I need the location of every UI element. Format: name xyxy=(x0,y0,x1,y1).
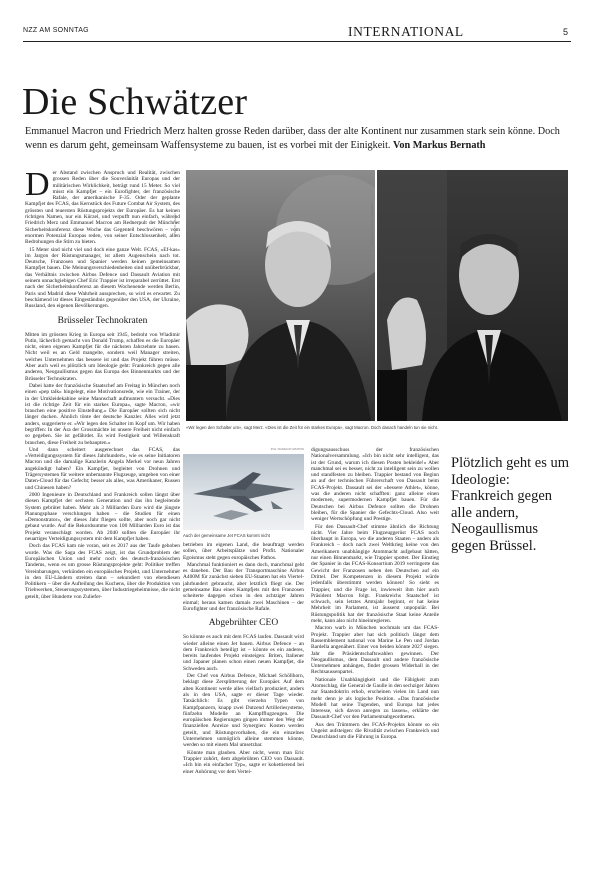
intro-text: er Abstand zwischen Anspruch und Realität, zwischen grossen Reden über die Souveränität Europas und der militärischen Wirklichkeit, beträgt rund 15 Meter. So viel misst ein Kampfjet – ein Eurofighter, der französische Rafale, der amerikanische F-35. Oder der geplante Kampfjet des FCAS, das Kernstück des Future Combat Air System, des grössten und teuersten Rüstungsprojekts der Europäer. Es hat keinen richtigen Namen, nur ein Kürzel, und verpufft nun einfach, während Friedrich Merz und Emmanuel Macron am Rednerpult der Münchner Sicherheitskonferenz diese Woche das Gegenteil beschwören – vom enormen Potenzial Europas reden, von seiner Entschlossenheit, allen Bedrohungen die Stirn zu bieten. xyxy=(25,170,180,246)
photo-credit-left: PHOTO: IMAGO xyxy=(174,213,177,235)
photo-fcas-jet xyxy=(183,454,304,530)
photo-merz xyxy=(186,170,375,421)
paper-name: NZZ AM SONNTAG xyxy=(23,27,89,34)
headline: Die Schwätzer xyxy=(22,81,248,123)
photo-macron xyxy=(377,170,568,421)
photo-macron-drawing xyxy=(377,170,568,421)
jet-drawing xyxy=(183,454,304,530)
paragraph: Nationale Unabhängigkeit und die Fähigkeit zum Atomschlag, die General de Gaulle in den sechziger Jahren zur Staatsdoktrin erhob, erscheinen vielen im Land nun mehr denn je als logische Position. «Das französische Modell hat seine Tugenden, und Europa hat jedes Interesse, sich davon anregen zu lassen», erklärte der Dassault-Chef vor den Parlamentsabgeordneten. xyxy=(311,676,439,721)
intro-paragraph xyxy=(25,170,180,246)
pull-quote: Plötzlich geht es um Ideologie: Frankreich gegen alle andern, Neogaullismus gegen Brüssel. xyxy=(451,455,569,554)
paragraph: Der Chef von Airbus Defence, Michael Schöllhorn, beklagt diese Zersplitterung der Europäer. Auf dem alten Kontinent werde alles vielfach produziert, anders als in den USA, sagte er dieser Tage wieder. Tatsächlich: Es gibt vierzehn Typen von Kampfpanzern, knapp zwei Dutzend Artilleriesysteme, fünfzehn Modelle an Kampfflugzeugen. Die europäischen Regierungen gingen immer den Weg der finanziellen Anreize und Synergien: Kosten werden geteilt, und Rüstungsvorhaben, die ein einzelnes Unternehmen unmöglich alleine stemmen könnte, werden so mit einem Mal umsetzbar. xyxy=(183,673,304,749)
lead-text: Emmanuel Macron und Friedrich Merz halten grosse Reden darüber, dass der alte Kontinent nur zusammen stark sein könne. Doch wenn es darum geht, gemeinsam Waffensysteme zu bauen, ist es vorbei mit der Einigkeit. xyxy=(25,126,560,151)
paragraph: digungsausschuss der französischen Nationalversammlung. «Ich bin nicht sehr intelligent, das ist der Grund, warum ich diesen Posten bekleide!» Aber manchmal sei es besser, nicht zu intelligent sein zu wollen und standfesten zu bleiben. Trappier bestand von Beginn an auf der technischen Führerschaft von Dassault beim FCAS-Projekt. Dassault sei der «bessere Athlet», könne, was die anderen nicht schafften: ganz alleine einen modernen, supermodernen Kampfjet bauen. Für die Deutschen bei Airbus Defence sollten die Drohnen bleiben, für die Spanier die Gefechts-Cloud. Also weit weniger Wertschöpfung und Prestige. xyxy=(311,447,439,523)
dropcap: D xyxy=(25,170,50,203)
paragraph: 2000 Ingenieure in Deutschland und Frankreich sollen längst über diesen Kampfjet der sechsten Generation und das ihn begleitende System gebrütet haben. Mehr als 3 Milliarden Euro wird die jüngste Planungsphase verschlungen haben – die Studien für einen «Demonstrator», der dieses Jahr fliegen sollte, aber noch gar nicht gebaut wurde. Auf die Rekordsumme von 100 Milliarden Euro ist das Projekt veranschlagt worden. Ab 2040 sollten die Europäer ihr neuartiges Verteidigungssystem mit dem Kampfjet haben. xyxy=(25,491,180,543)
paragraph: Mitten im grössten Krieg in Europa seit 1945, bedroht von Wladimir Putin, lächerlich gemacht von Donald Trump, schaffen es die Europäer nicht, einen eigenen Kampfjet für die nächsten Jahrzehnte zu bauen. Nicht weil es an Geld mangelte, sondern weil Manager streiten, welches Unternehmen das bessere ist und das Projekt führen müsse. Aber auch weil es plötzlich um Ideologie geht: Frankreich gegen alle anderen, Neogaullismus gegen das Europa des Binnenmarkts und der Brüsseler Technokraten. xyxy=(25,331,180,382)
main-photo-caption: «Wir legen den Schalter um», sagt Merz. «Dies ist die Zeit für ein starkes Europa», sagt Macron. Doch danach handeln tun sie nicht. xyxy=(186,425,438,430)
lead xyxy=(25,125,573,153)
jet-photo-caption: Auch der gemeinsame Jet FCAS kommt nicht xyxy=(183,533,270,538)
page-number: 5 xyxy=(563,27,569,37)
paragraph: 15 Meter sind nicht viel und doch eine ganze Welt. FCAS, «Ef-kas» im Jargon der Rüstungsmanager, ist allem Augenschein nach tot. Deutsche, Franzosen und Spanier werden keinen gemeinsamen Kampfjet bauen. Die Meinungsverschiedenheiten sind unüberbrückbar, das Verhältnis zwischen Airbus Defence und Dassault Aviation mit seinem unnachgiebigen Chef Eric Trappier ist irreparabel zerrüttet. Erst nach der Sicherheitskonferenz an diesem Wochenende werden Berlin, Paris und Madrid diese Wahrheit aussprechen, so wird es erwartet. Zu beschämend ist dieses Eingeständnis gegenüber den USA, der Ukraine, Russland, den eigenen Bevölkerungen. xyxy=(25,246,180,310)
paragraph: betrieben im eigenen Land, die beauftragt werden sollen, über Arbeitsplätze und Profit. Nationaler Egoismus steht gegen europäisches Pathos. xyxy=(183,542,304,561)
jet-photo-credit: ZVG / DASSAULT AVIATION xyxy=(270,448,304,451)
photo-merz-drawing xyxy=(186,170,375,421)
photo-credit-right: MICHAEL DALDER / REUTERS xyxy=(371,202,374,245)
paragraph: Für den Dassault-Chef stimme ähnlich die Richtung nicht. Vier Jahre beim Flugzeuggerüst FCAS noch überhaupt in Europa, wo die anderen Staaten – anders als Frankreich – doch nach zwei Weltkrieg keine von den Amerikanern unabhängige Atommacht aufgebaut hätten, nur einen Binnenmarkt, wie Trappier spottet. Der Einstieg der Spanier in das FCAS-Konsortium 2019 verringerte das Gewicht der Franzosen neben den Deutschen auf ein Drittel. Der Kompetenzen in diesem Projekt würde jedenfalls überstimmt werden können! So sieht es Trappier, und die Frage ist, inwieweit ihm hier auch Präsident Macron folgt. Frankreichs Staatschef ist schwach, sein letztes Amtsjahr beginnt, er hat keine Mehrheit im Parlament, ist äusserst unpopulär. Bei Rüstungspolitik hat der französische Staat keine Anteile mehr, kann also nicht hineinregieren. xyxy=(311,523,439,625)
column-1 xyxy=(25,170,180,870)
paragraph: Macron warb in München nochmals um das FCAS-Projekt. Trappier aber hat sich politisch längst dem Rassemblement national von Marine Le Pen und Jordan Bardella angenähert. Einer von beiden könnte 2027 siegen. Jahr die Präsidentschaftswahlen gewinnen. Der Neogaullismus, dem Dassault und andere französische Unternehmen anhängen, findet grossen Widerhall in der Rechtsaussenpartei. xyxy=(311,625,439,676)
subhead: Abgebrühter CEO xyxy=(208,618,279,629)
paragraph: Dabei hatte der französische Staatschef am Freitag in München noch einen «pep talk» hingelegt, eine Motivationsrede, wie ein Trainer, der in der Umkleidekabine seine Mannschaft aufmuntern versucht. «Dies ist die richtige Zeit für ein starkes Europa», sagte Macron, «wir brauchen eine positive Einstellung.» Die Europäer sollten sich nicht länger ducken. Ähnlich tönte der deutsche Kanzler. Alles wird jetzt anders, suggerierte er. «Wir legen den Schalter im Kopf um. Wir haben begriffen: In der Ära der Grossmächte ist unsere Freiheit nicht einfach so gegeben. Sie ist gefährdet. Es wird Festigkeit und Willenskraft brauchen, diese Freiheit zu behaupten.» xyxy=(25,382,180,446)
section-title: INTERNATIONAL xyxy=(348,24,464,39)
paragraph: Manchmal funktioniert es dann doch, manchmal geht es daneben. Der Bau der Transportmaschine Airbus A400M für zunächst sieben EU-Staaten hat ein Vierteljahrhundert gebraucht, aber letztlich fliegt sie. Der gemeinsame Bau eines Kampfjets mit den Franzosen scheiterte dagegen schon in den achtziger Jahren einmal; heraus kamen damals zwei Maschinen – der Eurofighter und der französische Rafale. xyxy=(183,561,304,612)
paragraph: Und dann scheitert ausgerechnet das FCAS, das «Verteidigungssystem für dieses Jahrhundert», wie es seine Initiatoren Macron und die damalige Kanzlerin Angela Merkel vor neun Jahren angekündigt haben? Ein Kampfjet, begleitet von Drohnen und Trägersystemen für weitere unbemannte Flugzeuge, umgeben von einer Daten-Cloud für das Gefecht; besser als alles, was Amerikaner, Russen und Chinesen haben? xyxy=(25,446,180,491)
paragraph: Aus den Trümmern des FCAS-Projekts könnte so ein Ungeist aufsteigen: die Rivalität zwischen Frankreich und Deutschland um die Führung in Europa. xyxy=(311,721,439,741)
header-rule xyxy=(23,41,571,42)
paragraph: So könnte es auch mit dem FCAS laufen. Dassault wird wieder alleine einen Jet bauen. Airbus Defence – an dem Frankreich beteiligt ist – könnte es ein anderes, bereits laufendes Projekt einsteigen: Briten, Italiener und Japaner planen schon einen neuen Kampfjet, die Schweden auch. xyxy=(183,634,304,672)
paragraph: Doch das FCAS kam nie voran, seit es 2017 aus der Taufe gehoben wurde. Was die Saga des FCAS zeigt, ist das Grundproblem der Europäischen Union und mehr noch des deutsch-französischen Tandems, wenn es um grosse Rüstungsprojekte geht: Politiker treffen Vereinbarungen, verkünden ein europäisches Projekt, und Unternehmer in den EU-Ländern streiten dann – sekundiert von ebendiesen Politikern – über die Aufteilung des Kuchens, über die Produktion von Triebwerken, Steuerungssystemen, über Industriegeheimnisse, die nicht geteilt, über Hunderte von Zuliefer- xyxy=(25,543,180,600)
column-2 xyxy=(183,542,304,870)
byline: Von Markus Bernath xyxy=(393,140,486,151)
column-3 xyxy=(311,447,439,870)
subhead: Brüsseler Technokraten xyxy=(57,315,148,326)
paragraph: Könnte man glauben. Aber nicht, wenn man Eric Trappier zuhört, dem abgebrühten CEO von Dassault. «Ich bin ein einfacher Typ», sagte er kokettierend bei einer Anhörung vor dem Vertei- xyxy=(183,749,304,775)
